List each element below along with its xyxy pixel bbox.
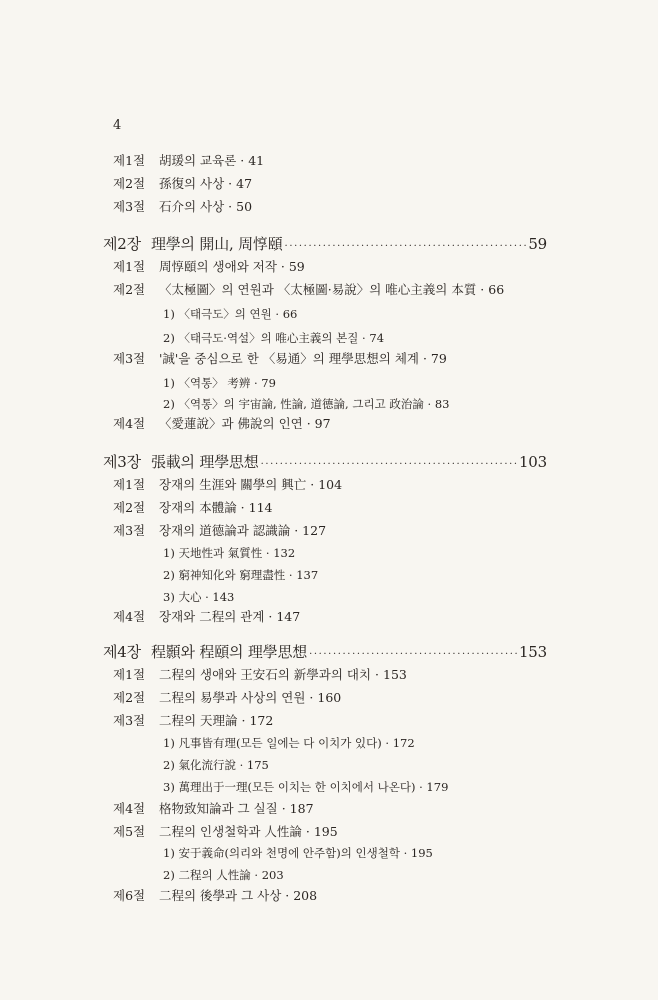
subsection-entry: 2) 氣化流行說 · 175 <box>163 758 269 772</box>
section-entry <box>113 801 314 817</box>
section-number: 제4절 <box>113 416 146 431</box>
section-entry <box>113 609 300 625</box>
section-number: 제2절 <box>113 176 146 191</box>
chapter-label: 제3장 <box>103 453 141 471</box>
section-entry <box>113 667 407 683</box>
subsection-entry: 3) 大心 · 143 <box>163 590 235 604</box>
section-entry <box>113 824 338 840</box>
section-number: 제1절 <box>113 259 146 274</box>
section-number: 제3절 <box>113 199 146 214</box>
chapter-page-number: 103 <box>518 453 547 471</box>
leader-dots <box>261 455 517 475</box>
page-number: 4 <box>113 118 122 133</box>
chapter-label: 제4장 <box>103 643 141 661</box>
section-title: 二程의 인생철학과 人性論 · 195 <box>159 824 338 839</box>
section-number: 제5절 <box>113 824 146 839</box>
section-title: 周惇頤의 생애와 저작 · 59 <box>159 259 305 274</box>
section-entry <box>113 713 273 729</box>
section-title: 二程의 後學과 그 사상 · 208 <box>159 888 318 903</box>
section-number: 제1절 <box>113 667 146 682</box>
section-number: 제4절 <box>113 801 146 816</box>
section-entry <box>113 259 305 275</box>
section-title: 장재의 道德論과 認識論 · 127 <box>159 523 327 538</box>
section-entry <box>113 176 252 192</box>
chapter-heading <box>103 642 547 665</box>
chapter-page-number: 153 <box>518 643 547 661</box>
section-entry <box>113 199 252 215</box>
chapter-title: 理學의 開山, 周惇頤 <box>150 235 283 253</box>
section-entry <box>113 500 272 516</box>
section-title: 장재의 生涯와 關學의 興亡 · 104 <box>159 477 343 492</box>
section-number: 제1절 <box>113 477 146 492</box>
subsection-entry: 1) 〈태극도〉의 연원 · 66 <box>163 307 298 321</box>
subsection-entry: 2) 〈역통〉의 宇宙論, 性論, 道德論, 그리고 政治論 · 83 <box>163 397 450 411</box>
chapter-label: 제2장 <box>103 235 141 253</box>
subsection-entry: 2) 二程의 人性論 · 203 <box>163 868 284 882</box>
section-number: 제4절 <box>113 609 146 624</box>
section-entry <box>113 351 447 367</box>
section-entry <box>113 523 326 539</box>
section-entry <box>113 690 341 706</box>
chapter-heading <box>103 452 547 475</box>
section-title: 〈太極圖〉의 연원과 〈太極圖·易說〉의 唯心主義의 本質 · 66 <box>159 282 505 297</box>
section-number: 제2절 <box>113 690 146 705</box>
section-number: 제3절 <box>113 351 146 366</box>
section-entry <box>113 477 342 493</box>
subsection-entry: 1) 凡事皆有理(모든 일에는 다 이치가 있다) · 172 <box>163 736 415 750</box>
section-title: '誠'을 중심으로 한 〈易通〉의 理學思想의 체계 · 79 <box>159 351 447 366</box>
section-number: 제2절 <box>113 500 146 515</box>
leader-dots <box>285 237 527 257</box>
subsection-entry: 1) 〈역통〉 考辨 · 79 <box>163 376 276 390</box>
chapter-title: 張載의 理學思想 <box>150 453 259 471</box>
section-title: 胡瑗의 교육론 · 41 <box>159 153 265 168</box>
section-title: 장재와 二程의 관계 · 147 <box>159 609 301 624</box>
chapter-title: 程顥와 程頤의 理學思想 <box>150 643 308 661</box>
subsection-entry: 2) 窮神知化와 窮理盡性 · 137 <box>163 568 319 582</box>
section-title: 장재의 本體論 · 114 <box>159 500 273 515</box>
section-entry <box>113 416 331 432</box>
section-title: 石介의 사상 · 50 <box>159 199 253 214</box>
leader-dots <box>309 645 517 665</box>
section-number: 제1절 <box>113 153 146 168</box>
section-number: 제6절 <box>113 888 146 903</box>
subsection-entry: 3) 萬理出于一理(모든 이치는 한 이치에서 나온다) · 179 <box>163 780 449 794</box>
chapter-heading <box>103 234 547 257</box>
section-title: 〈愛蓮說〉과 佛說의 인연 · 97 <box>159 416 331 431</box>
section-number: 제2절 <box>113 282 146 297</box>
section-number: 제3절 <box>113 713 146 728</box>
subsection-entry: 2) 〈태극도·역설〉의 唯心主義의 본질 · 74 <box>163 331 385 345</box>
section-entry <box>113 282 504 298</box>
chapter-page-number: 59 <box>528 235 547 253</box>
section-title: 格物致知論과 그 실질 · 187 <box>159 801 314 816</box>
section-number: 제3절 <box>113 523 146 538</box>
section-entry <box>113 153 264 169</box>
section-title: 二程의 易學과 사상의 연원 · 160 <box>159 690 342 705</box>
section-title: 二程의 생애와 王安石의 新學과의 대치 · 153 <box>159 667 407 682</box>
section-title: 孫復의 사상 · 47 <box>159 176 253 191</box>
subsection-entry: 1) 天地性과 氣質性 · 132 <box>163 546 296 560</box>
subsection-entry: 1) 安于義命(의리와 천명에 안주함)의 인생철학 · 195 <box>163 846 433 860</box>
section-entry <box>113 888 317 904</box>
section-title: 二程의 天理論 · 172 <box>159 713 274 728</box>
